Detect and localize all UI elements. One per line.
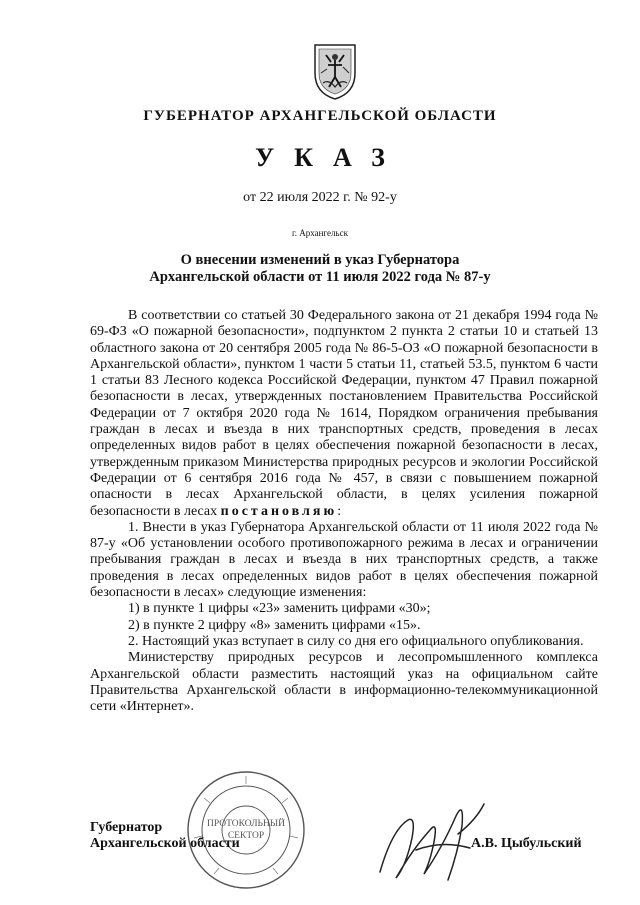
document-type-heading: УКАЗ xyxy=(255,143,405,172)
stamp-text-line-1: ПРОТОКОЛЬНЫЙ xyxy=(206,819,286,829)
item-1-paragraph: 1. Внести в указ Губернатора Архангельской области от 11 июля 2022 года № 87-у «Об установлении особого противопожарного режима в лесах и ограничении пребывания граждан в лесах и въезда в них транспортных средств, а также проведения в лесах определенных видов работ в целях обеспечения пожарной безопасности в лесах» следующие изменения: xyxy=(90,519,598,601)
item-3-paragraph: Министерству природных ресурсов и лесопромышленного комплекса Архангельской области разместить настоящий указ на официальном сайте Правительства Архангельской области в информационно-телекоммуникационной сети «Интернет». xyxy=(90,650,598,715)
stamp-text-line-2: СЕКТОР xyxy=(227,831,265,841)
signatory-position-line-1: Губернатор xyxy=(90,820,163,835)
coat-of-arms-icon xyxy=(313,43,357,101)
document-body xyxy=(90,308,598,715)
item-1-2-paragraph: 2) в пункте 2 цифру «8» заменить цифрами «15». xyxy=(128,617,421,633)
preamble-text: В соответствии со статьей 30 Федерального закона от 21 декабря 1994 года № 69-ФЗ «О пожарной безопасности», подпунктом 2 пункта 2 статьи 10 и статьей 13 областного закона от 20 сентября 2005 года № 86-5-ОЗ «О пожарной безопасности в Архангельской области», пунктом 1 части 5 статьи 11, статьей 53.5, пунктом 6 части 1 статьи 83 Лесного кодекса Российской Федерации, пунктом 47 Правил пожарной безопасности в лесах, утвержденных постановлением Правительства Российской Федерации от 7 октября 2020 года № 1614, Порядком ограничения пребывания граждан в лесах и въезда в них транспортных средств, проведения в лесах определенных видов работ в целях обеспечения пожарной безопасности в лесах, утвержденным приказом Министерства природных ресурсов и экологии Российской Федерации от 6 сентября 2016 года № 457, в связи с повышением пожарной опасности в лесах Архангельской области, в целях усиления пожарной безопасности в лесах xyxy=(90,308,598,519)
title-line-1: О внесении изменений в указ Губернатора xyxy=(180,252,460,268)
signatory-name: А.В. Цыбульский xyxy=(471,836,582,851)
signatory-position xyxy=(90,820,240,852)
document-date-number: от 22 июля 2022 г. № 92-у xyxy=(243,190,397,205)
document-city: г. Архангельск xyxy=(292,228,348,238)
decree-word: постановляю xyxy=(220,503,338,519)
issuing-authority: ГУБЕРНАТОР АРХАНГЕЛЬСКОЙ ОБЛАСТИ xyxy=(143,108,497,124)
preamble-paragraph: В соответствии со статьей 30 Федерального закона от 21 декабря 1994 года № 69-ФЗ «О пожарной безопасности», подпунктом 2 пункта 2 статьи 10 и статьей 13 областного закона от 20 сентября 2005 года № 86-5-ОЗ «О пожарной безопасности в Архангельской области», пунктом 1 части 5 статьи 11, статьей 53.5, пунктом 6 части 1 статьи 83 Лесного кодекса Российской Федерации, пунктом 47 Правил пожарной безопасности в лесах, утвержденных постановлением Правительства Российской Федерации от 7 октября 2020 года № 1614, Порядком ограничения пребывания граждан в лесах и въезда в них транспортных средств, проведения в лесах определенных видов работ в целях обеспечения пожарной безопасности в лесах, утвержденным приказом Министерства природных ресурсов и экологии Российской Федерации от 6 сентября 2016 года № 457, в связи с повышением пожарной опасности в лесах Архангельской области, в целях усиления пожарной безопасности в лесах постановляю: xyxy=(90,308,598,519)
item-2-paragraph: 2. Настоящий указ вступает в силу со дня его официального опубликования. xyxy=(128,633,584,649)
signatory-position-line-2: Архангельской области xyxy=(90,836,240,851)
item-1-1-paragraph: 1) в пункте 1 цифры «23» заменить цифрами «30»; xyxy=(128,601,431,617)
document-title xyxy=(0,252,640,286)
title-line-2: Архангельской области от 11 июля 2022 года № 87-у xyxy=(149,269,491,285)
